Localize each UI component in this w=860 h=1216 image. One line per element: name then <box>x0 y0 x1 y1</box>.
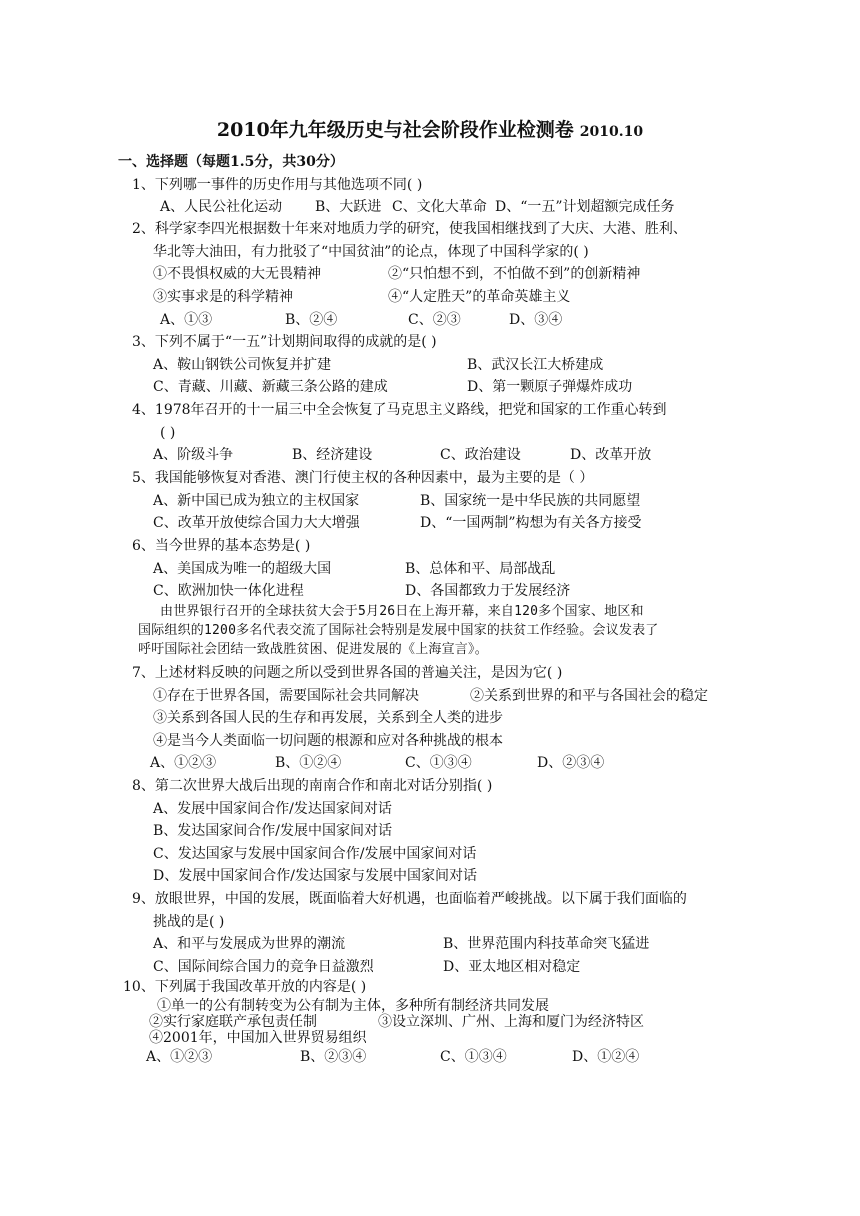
question-1-stem: 1、下列哪一事件的历史作用与其他选项不同( ) <box>132 177 423 193</box>
q7-option-b: B、①②④ <box>275 755 342 771</box>
q7-statement-3: ③关系到各国人民的生存和再发展，关系到全人类的进步 <box>153 710 503 726</box>
question-1-options <box>160 198 675 216</box>
q6-option-a: A、美国成为唯一的超级大国 <box>153 561 332 577</box>
q10-option-a: A、①②③ <box>146 1049 213 1065</box>
q2-option-a: A、①③ <box>160 312 213 328</box>
question-3-stem: 3、下列不属于“一五”计划期间取得的成就的是( ) <box>132 334 437 350</box>
q9-option-a: A、和平与发展成为世界的潮流 <box>153 936 346 952</box>
question-10-stem: 10、下列属于我国改革开放的内容是( ) <box>123 979 367 995</box>
q10-statement-2: ②实行家庭联产承包责任制 <box>149 1014 317 1030</box>
question-6-stem: 6、当今世界的基本态势是( ) <box>132 538 311 554</box>
q1-option-a: A、人民公社化运动 <box>160 199 283 215</box>
q5-option-c: C、改革开放使综合国力大大增强 <box>153 515 360 531</box>
q6-option-b: B、总体和平、局部战乱 <box>405 561 556 577</box>
page-title <box>0 118 860 144</box>
title-main: 2010年九年级历史与社会阶段作业检测卷 <box>216 119 574 141</box>
q5-option-b: B、国家统一是中华民族的共同愿望 <box>420 493 641 509</box>
q3-option-d: D、第一颗原子弹爆炸成功 <box>467 379 633 395</box>
q2-statement-4: ④“人定胜天”的革命英雄主义 <box>388 289 571 305</box>
question-5-stem: 5、我国能够恢复对香港、澳门行使主权的各种因素中，最为主要的是（ ） <box>132 470 594 486</box>
q7-option-c: C、①③④ <box>405 755 472 771</box>
q5-option-d: D、“一国两制”构想为有关各方接受 <box>420 515 642 531</box>
material-line-2: 国际组织的1200多名代表交流了国际社会特别是发展中国家的扶贫工作经验。会议发表了 <box>138 623 659 638</box>
q8-option-d: D、发展中国家间合作/发达国家与发展中国家间对话 <box>153 868 477 884</box>
question-7-stem: 7、上述材料反映的问题之所以受到世界各国的普遍关注，是因为它( ) <box>132 665 563 681</box>
q6-option-d: D、各国都致力于发展经济 <box>405 583 571 599</box>
question-9-stem-1: 9、放眼世界，中国的发展，既面临着大好机遇，也面临着严峻挑战。以下属于我们面临的 <box>132 891 687 907</box>
question-2-stem-2: 华北等大油田，有力批驳了“中国贫油”的论点，体现了中国科学家的( ) <box>153 244 589 260</box>
question-8-stem: 8、第二次世界大战后出现的南南合作和南北对话分别指( ) <box>132 778 493 794</box>
q10-statement-3: ③设立深圳、广州、上海和厦门为经济特区 <box>378 1014 644 1030</box>
q9-option-b: B、世界范围内科技革命突飞猛进 <box>443 936 650 952</box>
q7-statement-4: ④是当今人类面临一切问题的根源和应对各种挑战的根本 <box>153 733 503 749</box>
q10-option-b: B、②③④ <box>300 1049 367 1065</box>
material-line-1: 由世界银行召开的全球扶贫大会于5月26日在上海开幕，来自120多个国家、地区和 <box>160 604 644 619</box>
section-heading: 一、选择题（每题1.5分，共30分） <box>118 154 344 170</box>
q6-option-c: C、欧洲加快一体化进程 <box>153 583 304 599</box>
question-4-stem-1: 4、1978年召开的十一届三中全会恢复了马克思主义路线，把党和国家的工作重心转到 <box>132 402 667 418</box>
q10-statement-1: ①单一的公有制转变为公有制为主体，多种所有制经济共同发展 <box>157 998 549 1014</box>
question-2-stem-1: 2、科学家李四光根据数十年来对地质力学的研究，使我国相继找到了大庆、大港、胜利、 <box>132 221 687 237</box>
q5-option-a: A、新中国已成为独立的主权国家 <box>153 493 360 509</box>
q7-option-a: A、①②③ <box>150 755 217 771</box>
q2-option-c: C、②③ <box>408 312 461 328</box>
title-date: 2010.10 <box>579 124 644 140</box>
q4-option-c: C、政治建设 <box>440 447 521 463</box>
question-9-stem-2: 挑战的是( ) <box>153 914 225 930</box>
q10-option-c: C、①③④ <box>440 1049 507 1065</box>
q2-option-d: D、③④ <box>509 312 563 328</box>
q10-option-d: D、①②④ <box>572 1049 640 1065</box>
q1-option-c: C、文化大革命 <box>392 199 487 215</box>
q8-option-a: A、发展中国家间合作/发达国家间对话 <box>153 801 392 817</box>
q9-option-c: C、国际间综合国力的竞争日益激烈 <box>153 959 374 975</box>
q3-option-c: C、青藏、川藏、新藏三条公路的建成 <box>153 379 388 395</box>
q4-option-d: D、改革开放 <box>570 447 652 463</box>
q9-option-d: D、亚太地区相对稳定 <box>443 959 581 975</box>
q1-option-d: D、“一五”计划超额完成任务 <box>495 199 675 215</box>
q2-statement-2: ②“只怕想不到，不怕做不到”的创新精神 <box>388 266 641 282</box>
question-4-stem-2: ( ) <box>160 425 176 441</box>
q2-statement-3: ③实事求是的科学精神 <box>153 289 293 305</box>
q7-statement-2: ②关系到世界的和平与各国社会的稳定 <box>470 688 708 704</box>
material-line-3: 呼吁国际社会团结一致战胜贫困、促进发展的《上海宣言》。 <box>138 642 488 657</box>
q4-option-b: B、经济建设 <box>292 447 373 463</box>
q8-option-c: C、发达国家与发展中国家间合作/发展中国家间对话 <box>153 846 477 862</box>
q10-statement-4: ④2001年，中国加入世界贸易组织 <box>149 1030 367 1046</box>
q1-option-b: B、大跃进 <box>315 199 382 215</box>
q2-statement-1: ①不畏惧权威的大无畏精神 <box>153 266 321 282</box>
q7-option-d: D、②③④ <box>537 755 605 771</box>
q2-option-b: B、②④ <box>285 312 338 328</box>
q3-option-b: B、武汉长江大桥建成 <box>467 357 604 373</box>
q4-option-a: A、阶级斗争 <box>153 447 234 463</box>
q8-option-b: B、发达国家间合作/发展中国家间对话 <box>153 823 393 839</box>
q3-option-a: A、鞍山钢铁公司恢复并扩建 <box>153 357 332 373</box>
q7-statement-1: ①存在于世界各国，需要国际社会共同解决 <box>153 688 419 704</box>
